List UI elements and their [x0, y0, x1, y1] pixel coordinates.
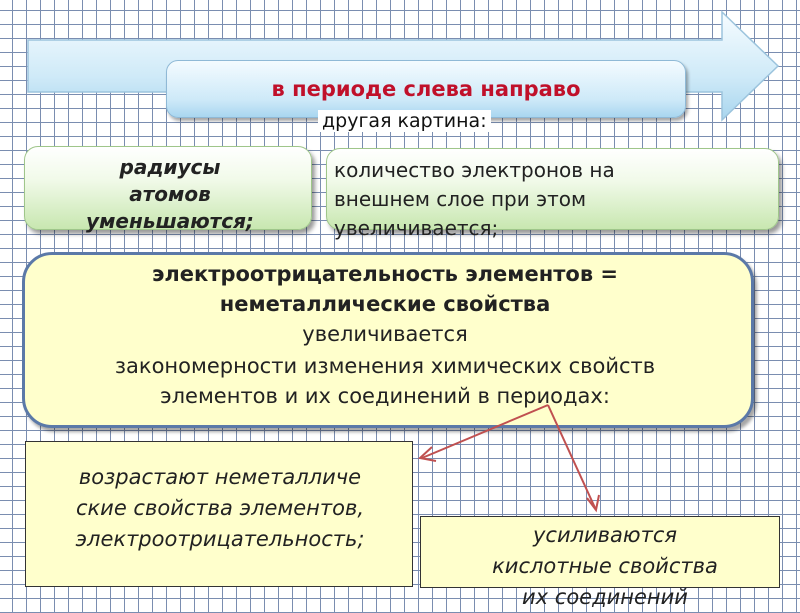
- electrons-line: увеличивается;: [334, 216, 499, 240]
- right-line: их соединений: [522, 585, 688, 609]
- radii-line: атомов: [129, 182, 211, 206]
- arrow-to-left: [422, 405, 548, 458]
- arrow-to-right: [548, 405, 596, 510]
- panel-line-5: элементов и их соединений в периодах:: [160, 384, 610, 408]
- panel-line-4: закономерности изменения химических свойств: [114, 354, 656, 378]
- subtitle: другая картина:: [318, 110, 491, 132]
- left-line: возрастают неметалличе: [78, 465, 362, 489]
- radii-line: радиусы: [119, 155, 221, 179]
- panel-line-1: электроотрицательность элементов =: [151, 262, 619, 286]
- left-line: электроотрицательность;: [75, 527, 365, 551]
- right-line: кислотные свойства: [492, 554, 718, 578]
- panel-line-2: неметаллические свойства: [219, 292, 551, 316]
- electrons-line: количество электронов на: [334, 158, 615, 182]
- left-line: ские свойства элементов,: [75, 496, 365, 520]
- radii-line: уменьшаются;: [86, 209, 254, 233]
- right-line: усиливаются: [532, 523, 678, 547]
- panel-line-3: увеличивается: [302, 322, 468, 346]
- electrons-line: внешнем слое при этом: [334, 187, 587, 211]
- title-text: в периоде слева направо: [271, 77, 581, 101]
